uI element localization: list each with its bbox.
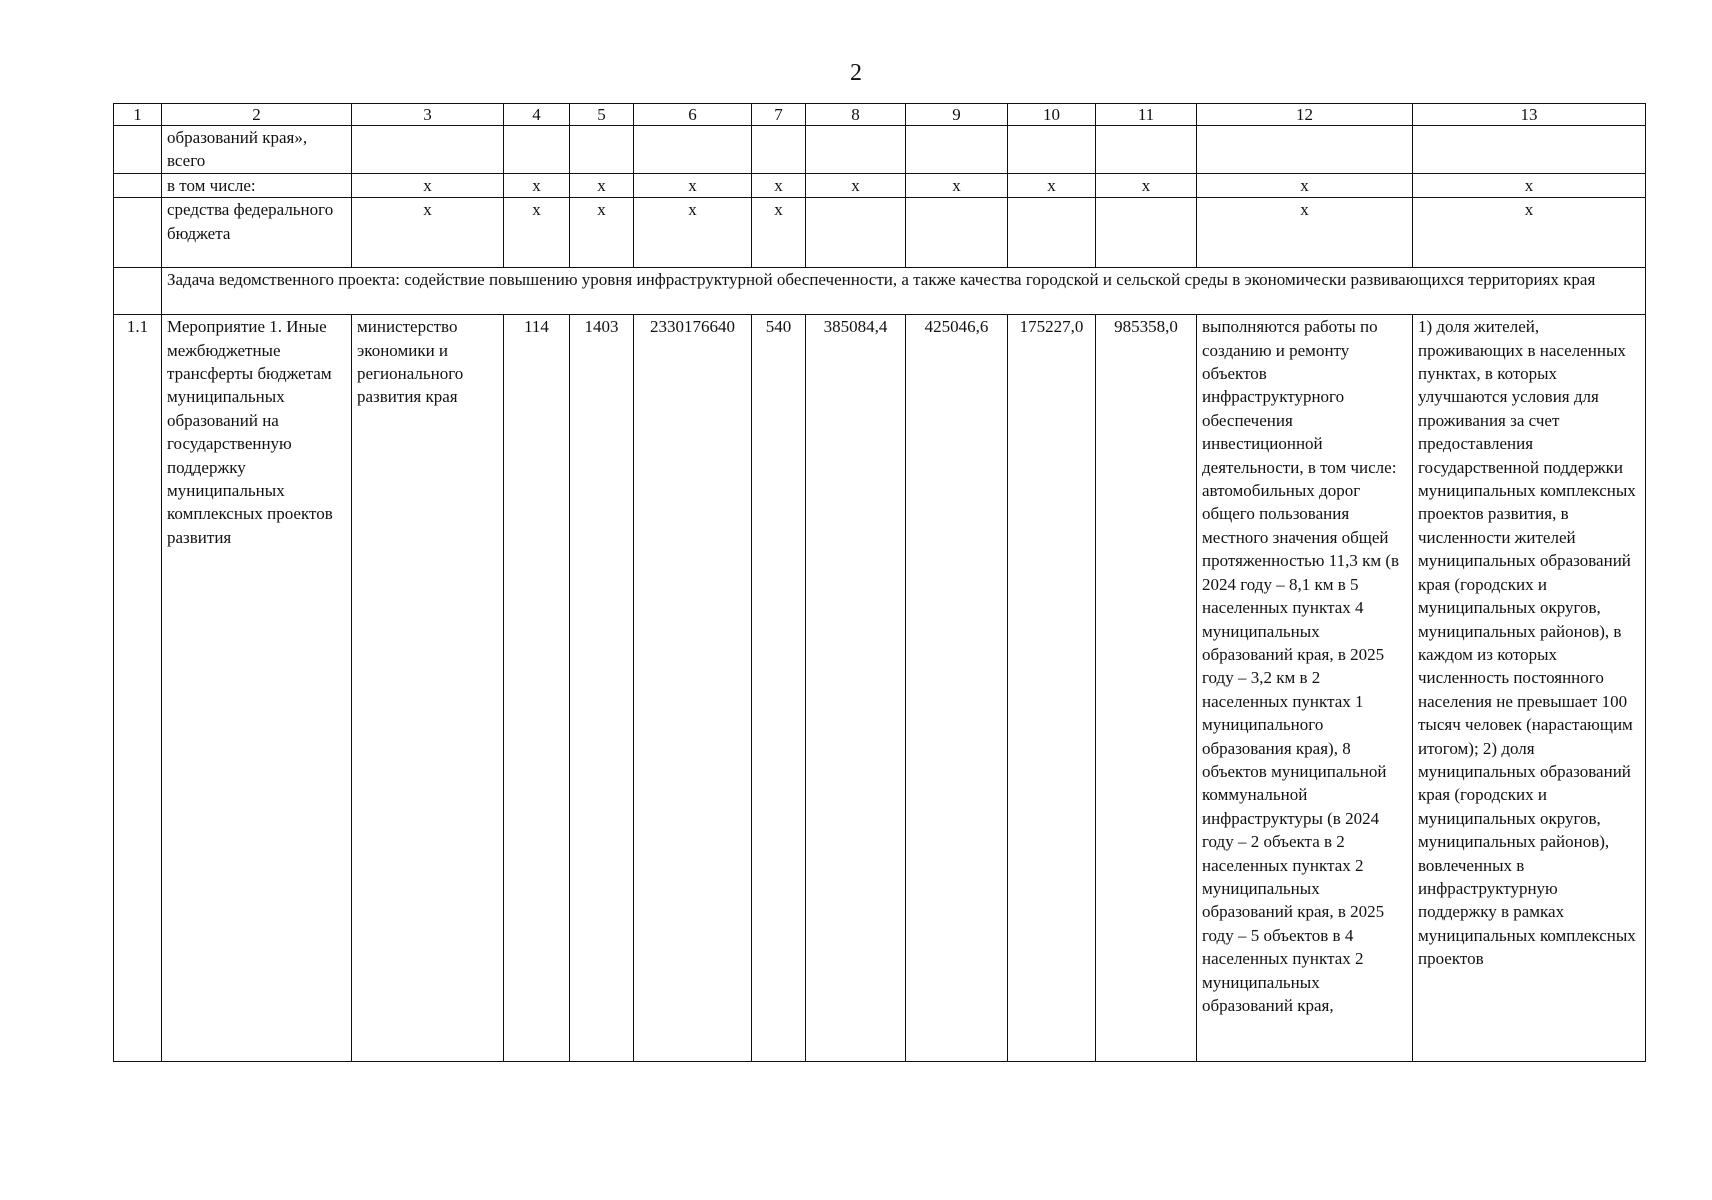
table-row xyxy=(114,126,1646,174)
code-grbs: 114 xyxy=(504,315,570,1062)
x-mark: x xyxy=(352,198,504,268)
row-label: средства федерального бюджета xyxy=(162,198,352,268)
col-header: 6 xyxy=(634,104,752,126)
col-header: 2 xyxy=(162,104,352,126)
row-label: в том числе: xyxy=(162,173,352,197)
task-row xyxy=(114,268,1646,315)
table-row xyxy=(114,173,1646,197)
x-mark: x xyxy=(752,173,806,197)
row-label: образований края», всего xyxy=(162,126,352,174)
x-mark: x xyxy=(634,198,752,268)
x-mark: x xyxy=(352,173,504,197)
code-section: 1403 xyxy=(570,315,634,1062)
amount-total: 985358,0 xyxy=(1096,315,1197,1062)
col-header: 9 xyxy=(906,104,1008,126)
col-header: 8 xyxy=(806,104,906,126)
col-header: 10 xyxy=(1008,104,1096,126)
x-mark: x xyxy=(806,173,906,197)
measure-name: Мероприятие 1. Иные межбюджетные трансферты бюджетам муниципальных образований на государственную поддержку муниципальных комплексных проектов развития xyxy=(162,315,352,1062)
col-header: 11 xyxy=(1096,104,1197,126)
col-header: 3 xyxy=(352,104,504,126)
budget-table xyxy=(113,103,1646,1062)
col-header: 4 xyxy=(504,104,570,126)
header-row xyxy=(114,104,1646,126)
x-mark: x xyxy=(1197,173,1413,197)
amount-2024: 385084,4 xyxy=(806,315,906,1062)
x-mark: x xyxy=(1413,198,1646,268)
x-mark: x xyxy=(752,198,806,268)
page-number: 2 xyxy=(850,60,862,86)
x-mark: x xyxy=(1096,173,1197,197)
table-row xyxy=(114,315,1646,1062)
col-header: 5 xyxy=(570,104,634,126)
expected-result: выполняются работы по созданию и ремонту объектов инфраструктурного обеспечения инвестиционной деятельности, в том числе: автомобильных дорог общего пользования местного значения общей протяженностью 11,3 км (в 2024 году – 8,1 км в 5 населенных пунктах 4 муниципальных образований края, в 2025 году – 3,2 км в 2 населенных пунктах 1 муниципального образования края), 8 объектов муниципальной коммунальной инфраструктуры (в 2024 году – 2 объекта в 2 населенных пунктах 2 муниципальных образований края, в 2025 году – 5 объектов в 4 населенных пунктах 2 муниципальных образований края, xyxy=(1197,315,1413,1062)
x-mark: x xyxy=(634,173,752,197)
row-number: 1.1 xyxy=(114,315,162,1062)
indicators: 1) доля жителей, проживающих в населенных пунктах, в которых улучшаются условия для проживания за счет предоставления государственной поддержки муниципальных комплексных проектов развития, в численности жителей муниципальных образований края (городских и муниципальных округов, муниципальных районов), в каждом из которых численность постоянного населения не превышает 100 тысяч человек (нарастающим итогом); 2) доля муниципальных образований края (городских и муниципальных округов, муниципальных районов), вовлеченных в инфраструктурную поддержку в рамках муниципальных комплексных проектов xyxy=(1413,315,1646,1062)
x-mark: x xyxy=(570,198,634,268)
amount-2025: 425046,6 xyxy=(906,315,1008,1062)
amount-2026: 175227,0 xyxy=(1008,315,1096,1062)
task-text: Задача ведомственного проекта: содействие повышению уровня инфраструктурной обеспеченности, а также качества городской и сельской среды в экономически развивающихся территориях края xyxy=(162,268,1646,315)
col-header: 7 xyxy=(752,104,806,126)
code-target: 2330176640 xyxy=(634,315,752,1062)
col-header: 12 xyxy=(1197,104,1413,126)
col-header: 1 xyxy=(114,104,162,126)
x-mark: x xyxy=(1197,198,1413,268)
code-expense: 540 xyxy=(752,315,806,1062)
x-mark: x xyxy=(906,173,1008,197)
x-mark: x xyxy=(504,173,570,197)
x-mark: x xyxy=(504,198,570,268)
table-row xyxy=(114,198,1646,268)
responsible: министерство экономики и регионального развития края xyxy=(352,315,504,1062)
x-mark: x xyxy=(1008,173,1096,197)
col-header: 13 xyxy=(1413,104,1646,126)
x-mark: x xyxy=(570,173,634,197)
x-mark: x xyxy=(1413,173,1646,197)
